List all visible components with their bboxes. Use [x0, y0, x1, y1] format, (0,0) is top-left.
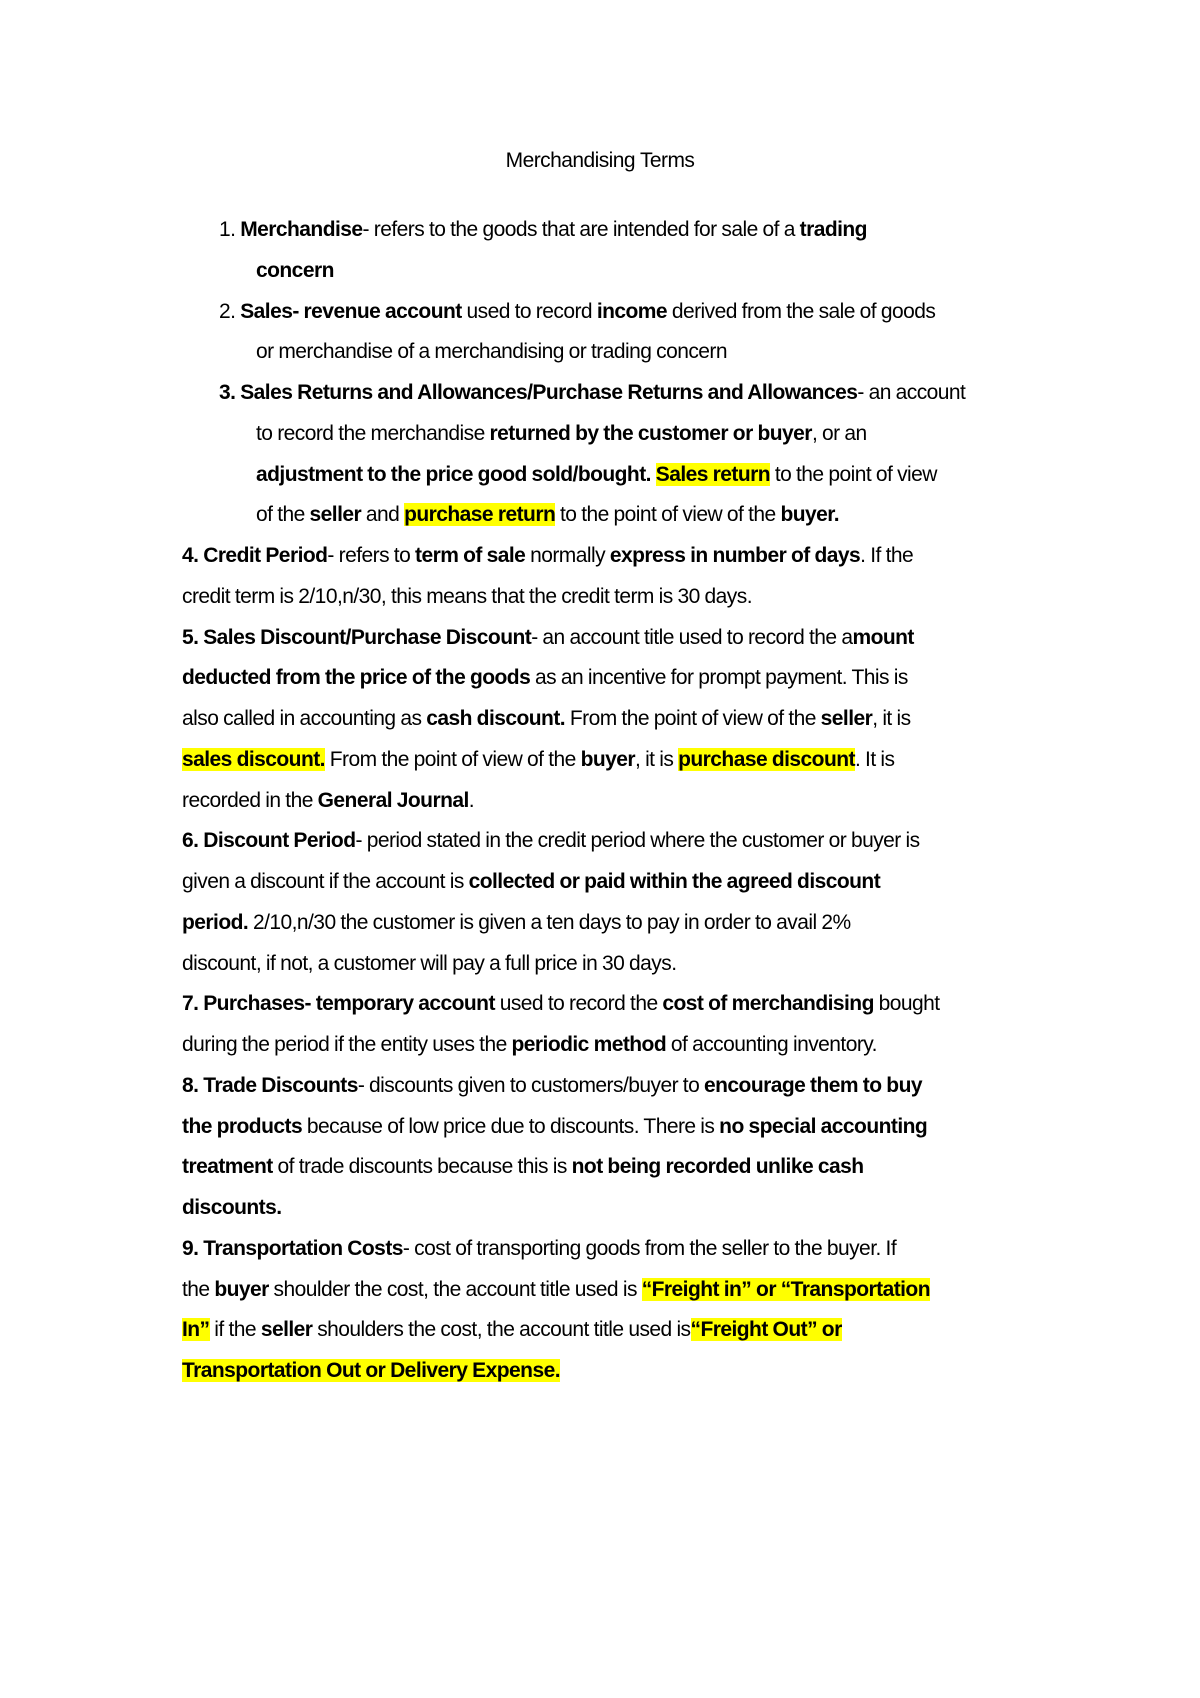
- text-line: [182, 868, 880, 896]
- text-line: [182, 827, 920, 855]
- text-line: [256, 420, 867, 448]
- bold-text: 3. Sales Returns and Allowances/Purchase Returns and Allowances: [219, 381, 858, 404]
- text-run: shoulders the cost, the account title used is: [312, 1318, 691, 1342]
- text-run: , or an: [811, 421, 867, 445]
- text-run: also called in accounting as: [182, 707, 427, 730]
- text-line: [182, 583, 752, 611]
- text-run: . If the: [860, 544, 914, 567]
- highlighted-text: purchase return: [404, 503, 556, 527]
- bold-text: express in number of days: [609, 544, 861, 567]
- text-line: [182, 1276, 930, 1304]
- text-line: [182, 1316, 842, 1344]
- text-line: [256, 257, 334, 285]
- bold-text: 9. Transportation Costs: [182, 1236, 403, 1260]
- bold-text: Merchandise: [240, 218, 363, 241]
- bold-text: buyer.: [780, 503, 839, 527]
- highlighted-text: Sales return: [655, 462, 771, 486]
- text-run: of accounting inventory.: [666, 1033, 877, 1056]
- bold-text: periodic method: [511, 1033, 667, 1056]
- text-line: [256, 501, 839, 529]
- highlighted-text: “Freight in” or “Transportation: [641, 1277, 930, 1301]
- text-line: [219, 298, 935, 326]
- bold-text: 5. Sales Discount/Purchase Discount: [182, 625, 532, 649]
- text-run: or merchandise of a merchandising or trading concern: [256, 340, 727, 364]
- bold-text: treatment: [182, 1155, 273, 1179]
- text-line: [182, 1031, 877, 1059]
- text-run: if the: [209, 1318, 261, 1342]
- text-line: [256, 461, 937, 489]
- bold-text: period.: [182, 910, 249, 934]
- bold-text: no special accounting: [719, 1114, 928, 1138]
- text-run: of trade discounts because this is: [272, 1155, 572, 1179]
- text-run: - an account title used to record the a: [531, 625, 853, 649]
- highlighted-text: purchase discount: [678, 747, 855, 771]
- text-run: to the point of view of the: [555, 503, 781, 527]
- bold-text: seller: [260, 1318, 313, 1342]
- bold-text: buyer: [214, 1277, 269, 1301]
- text-run: 2.: [219, 299, 241, 323]
- text-line: [182, 624, 914, 652]
- bold-text: discounts.: [182, 1196, 282, 1219]
- text-line: [182, 990, 940, 1018]
- text-run: during the period if the entity uses the: [182, 1033, 512, 1056]
- text-run: used to record: [461, 299, 597, 323]
- bold-text: 4. Credit Period: [182, 544, 328, 567]
- text-run: because of low price due to discounts. There is: [302, 1114, 720, 1138]
- text-run: of the: [256, 503, 310, 527]
- text-run: - refers to the goods that are intended for sale of a: [362, 218, 800, 241]
- text-run: - discounts given to customers/buyer to: [357, 1073, 704, 1097]
- text-run: [651, 463, 656, 486]
- text-line: [182, 746, 894, 774]
- text-line: [182, 705, 911, 733]
- text-line: [182, 1194, 282, 1222]
- text-line: [182, 787, 474, 815]
- text-line: [182, 1113, 927, 1141]
- bold-text: the products: [182, 1114, 303, 1138]
- text-run: From the point of view of the: [565, 707, 821, 730]
- text-run: and: [361, 503, 405, 527]
- document-title: Merchandising Terms: [505, 149, 695, 172]
- highlighted-text: “Freight Out” or: [690, 1318, 842, 1342]
- bold-text: seller: [309, 503, 362, 527]
- text-line: [182, 950, 677, 978]
- text-run: as an incentive for prompt payment. This is: [530, 666, 908, 690]
- bold-text: deducted from the price of the goods: [182, 666, 531, 690]
- text-line: [219, 216, 867, 244]
- highlighted-text: Transportation Out or Delivery Expense.: [182, 1359, 560, 1382]
- text-run: normally: [525, 544, 610, 567]
- bold-text: General Journal: [317, 788, 469, 812]
- bold-text: seller: [820, 707, 873, 730]
- text-run: . It is: [854, 747, 895, 771]
- text-run: - period stated in the credit period where the customer or buyer is: [355, 829, 920, 853]
- bold-text: collected or paid within the agreed discount: [468, 870, 881, 893]
- text-run: - cost of transporting goods from the seller to the buyer. If: [402, 1236, 897, 1260]
- highlighted-text: In”: [182, 1318, 210, 1342]
- bold-text: Sales- revenue account: [240, 299, 462, 323]
- bold-text: returned by the customer or buyer: [489, 421, 812, 445]
- text-line: [182, 1235, 896, 1263]
- text-line: [182, 1153, 864, 1181]
- text-line: [256, 338, 727, 366]
- text-line: [219, 379, 965, 407]
- text-run: - an account: [857, 381, 966, 404]
- text-run: to record the merchandise: [256, 421, 490, 445]
- bold-text: 8. Trade Discounts: [182, 1073, 358, 1097]
- bold-text: encourage them to buy: [704, 1073, 922, 1097]
- bold-text: mount: [852, 625, 914, 649]
- bold-text: buyer: [580, 747, 635, 771]
- text-run: recorded in the: [182, 788, 318, 812]
- bold-text: cash discount.: [426, 707, 566, 730]
- text-run: derived from the sale of goods: [667, 299, 936, 323]
- text-line: [182, 542, 913, 570]
- text-line: [182, 1072, 922, 1100]
- text-run: , it is: [635, 747, 679, 771]
- text-run: given a discount if the account is: [182, 870, 469, 893]
- bold-text: income: [596, 299, 668, 323]
- text-line: [182, 664, 908, 692]
- text-run: shoulder the cost, the account title used is: [268, 1277, 642, 1301]
- text-run: credit term is 2/10,n/30, this means that the credit term is 30 days.: [182, 584, 752, 608]
- bold-text: not being recorded unlike cash: [571, 1155, 864, 1179]
- bold-text: 6. Discount Period: [182, 829, 356, 853]
- text-run: 2/10,n/30 the customer is given a ten days to pay in order to avail 2%: [248, 910, 851, 934]
- bold-text: concern: [256, 258, 334, 282]
- text-line: [182, 909, 851, 937]
- highlighted-text: sales discount.: [182, 747, 325, 771]
- text-run: From the point of view of the: [324, 747, 581, 771]
- text-run: to the point of view: [770, 462, 937, 486]
- text-run: the: [182, 1277, 215, 1301]
- bold-text: adjustment to the price good sold/bought.: [256, 462, 651, 486]
- text-run: bought: [873, 992, 940, 1016]
- bold-text: term of sale: [415, 544, 526, 567]
- text-run: used to record the: [494, 992, 663, 1016]
- text-run: , it is: [872, 707, 911, 730]
- bold-text: trading: [799, 218, 867, 241]
- text-line: [182, 1357, 560, 1385]
- bold-text: cost of merchandising: [662, 992, 874, 1016]
- text-run: .: [468, 788, 475, 812]
- text-run: discount, if not, a customer will pay a full price in 30 days.: [182, 951, 677, 975]
- text-run: - refers to: [327, 544, 415, 567]
- bold-text: 7. Purchases- temporary account: [182, 992, 495, 1016]
- text-run: 1.: [219, 218, 241, 241]
